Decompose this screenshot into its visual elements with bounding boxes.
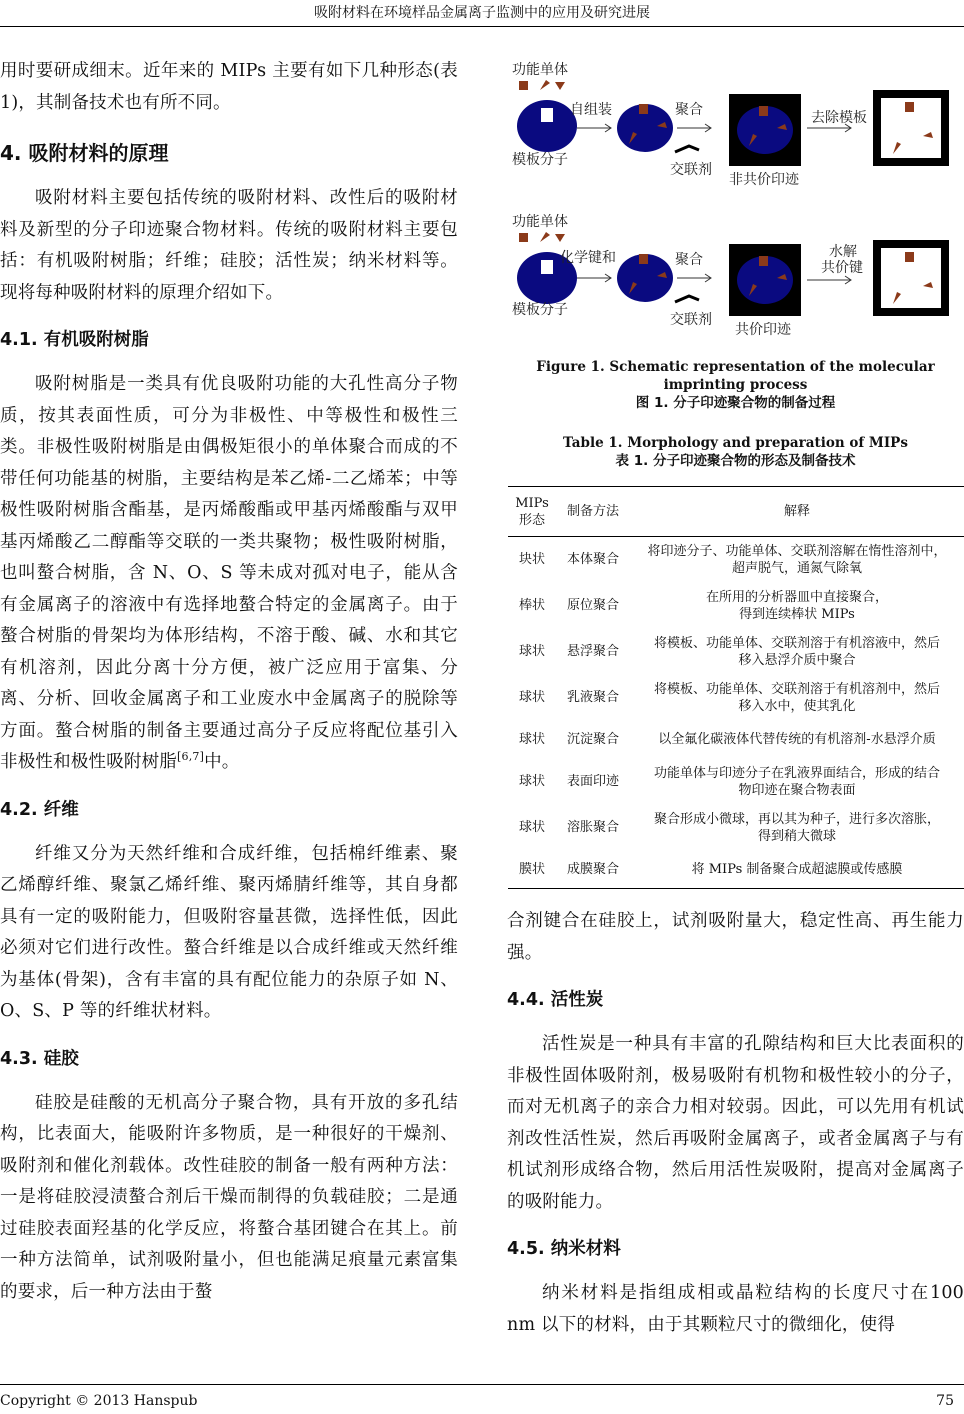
label-self-assembly: 自组装	[570, 102, 612, 118]
label-remove-template: 去除模板	[811, 110, 867, 126]
table-row: 球状 表面印迹 功能单体与印迹分子在乳液界面结合，形成的结合 物印迹在聚合物表面	[518, 765, 940, 798]
section-4-1-paragraph	[0, 369, 458, 779]
label-covalent-bond: 共价键	[821, 260, 863, 276]
left-column	[0, 56, 458, 1308]
label-functional-monomer-bottom: 功能单体	[512, 214, 568, 230]
header-form: MIPs 形态	[515, 495, 549, 528]
section-4-1-text: 吸附树脂是一类具有优良吸附功能的大孔性高分子物质，按其表面性质，可分为非极性、中等极性和极性三类。非极性吸附树脂是由偶极矩很小的单体聚合而成的不带任何功能基的树脂，主要结构是苯乙烯-二乙烯苯；中等极性吸附树脂含酯基，是丙烯酸酯或甲基丙烯酸酯与双甲基丙烯酸乙二醇酯等交联的一类共聚物；极性吸附树脂，也叫螯合树脂，含 N、O、S 等未成对孤对电子，能从含有金属离子的溶液中有选择地螯合特定的金属离子。由于螯合树脂的骨架均为体形结构，不溶于酸、碱、水和其它有机溶剂，因此分离十分方便，被广泛应用于富集、分离、分析、回收金属离子和工业废水中金属离子的脱除等方面。螯合树脂的制备主要通过高分子反应将配位基引入非极性和极性吸附树脂	[0, 374, 458, 772]
arrow-2-top	[677, 124, 711, 132]
header-rule	[0, 26, 964, 27]
right-column-text	[507, 906, 964, 1341]
arrow-1-bottom	[577, 274, 611, 282]
imprinting-diagram	[507, 56, 964, 346]
monomer-icons-top	[519, 80, 565, 90]
section-4-1-heading: 4.1. 有机吸附树脂	[0, 330, 149, 350]
section-4-3-continued: 合剂键合在硅胶上，试剂吸附量大，稳定性高、再生能力强。	[507, 911, 964, 963]
page-number: 75	[936, 1393, 954, 1409]
label-polymerize-bottom: 聚合	[675, 252, 703, 268]
table-caption-en: Table 1. Morphology and preparation of MIPs	[563, 435, 908, 451]
label-hydrolysis: 水解	[829, 244, 857, 260]
table-row: 块状 本体聚合 将印迹分子、功能单体、交联剂溶解在惰性溶剂中， 超声脱气，通氮气除氧	[518, 543, 947, 576]
figure-1	[507, 56, 964, 346]
table-row: 球状 沉淀聚合 以全氟化碳液体代替传统的有机溶剂-水悬浮介质	[518, 732, 936, 747]
section-4-2-paragraph: 纤维又分为天然纤维和合成纤维，包括棉纤维素、聚乙烯醇纤维、聚氯乙烯纤维、聚丙烯腈纤维等，其自身都具有一定的吸附能力，但吸附容量甚微，选择性低，因此必须对它们进行改性。螯合纤维是以合成纤维或天然纤维为基体(骨架)，含有丰富的具有配位能力的杂原子如 N、O、S、P 等的纤维状材料。	[0, 843, 458, 1021]
figure-caption-cn: 图 1. 分子印迹聚合物的制备过程	[635, 395, 836, 411]
label-polymerize-top: 聚合	[675, 102, 703, 118]
label-template-bottom: 模板分子	[512, 302, 568, 318]
intro-paragraph: 用时要研成细末。近年来的 MIPs 主要有如下几种形态(表 1)，其制备技术也有所不同。	[0, 61, 458, 113]
section-4-4-heading: 4.4. 活性炭	[507, 990, 604, 1010]
crosslinker-bottom	[675, 296, 699, 302]
page-header: 吸附材料在环境样品金属离子监测中的应用及研究进展	[314, 5, 650, 21]
table-caption-cn: 表 1. 分子印迹聚合物的形态及制备技术	[615, 453, 856, 469]
template-molecule-top	[517, 100, 577, 152]
mips-table	[508, 486, 964, 889]
header-method: 制备方法	[566, 504, 619, 519]
section-4-paragraph: 吸附材料主要包括传统的吸附材料、改性后的吸附材料及新型的分子印迹聚合物材料。传统的吸附材料主要包括：有机吸附树脂；纤维；硅胶；活性炭；纳米材料等。现将每种吸附材料的原理介绍如下。	[0, 188, 458, 303]
table-row: 球状 乳液聚合 将模板、功能单体、交联剂溶于有机溶剂中，然后 移入水中，使其乳化	[518, 681, 940, 714]
table-row: 球状 溶胀聚合 聚合形成小微球，再以其为种子，进行多次溶胀， 得到稍大微球	[518, 811, 940, 844]
citation-6-7: [6,7]	[177, 750, 205, 764]
label-crosslinker-top: 交联剂	[670, 162, 712, 178]
label-covalent: 共价印迹	[735, 322, 791, 338]
table-header-row	[508, 487, 964, 537]
crosslinker-top	[675, 146, 699, 152]
table-row: 球状 悬浮聚合 将模板、功能单体、交联剂溶于有机溶液中，然后 移入悬浮介质中聚合	[518, 635, 940, 668]
section-4-4-paragraph: 活性炭是一种具有丰富的孔隙结构和巨大比表面积的非极性固体吸附剂，极易吸附有机物和极性较小的分子，而对无机离子的亲合力相对较弱。因此，可以先用有机试剂改性活性炭，然后再吸附金属离子，或者金属离子与有机试剂形成络合物，然后用活性炭吸附，提高对金属离子的吸附能力。	[507, 1034, 964, 1212]
section-4-3-heading: 4.3. 硅胶	[0, 1048, 79, 1069]
copyright: Copyright © 2013 Hanspub	[0, 1393, 198, 1409]
arrow-3-bottom	[807, 276, 851, 284]
label-noncovalent: 非共价印迹	[729, 172, 799, 188]
label-template-top: 模板分子	[512, 152, 568, 168]
label-chem-bond: 化学键和	[560, 250, 616, 266]
header-explain: 解释	[783, 504, 810, 519]
section-4-3-paragraph: 硅胶是硅酸的无机高分子聚合物，具有开放的多孔结构，比表面大，能吸附许多物质，是一种很好的干燥剂、吸附剂和催化剂载体。改性硅胶的制备一般有两种方法：一是将硅胶浸渍螯合剂后干燥而制得的负载硅胶；二是通过硅胶表面羟基的化学反应，将螯合基团键合在其上。前一种方法简单，试剂吸附量小，但也能满足痕量元素富集的要求，后一种方法由于螯	[0, 1092, 458, 1302]
figure-caption-en: Figure 1. Schematic representation of the molecular imprinting process	[536, 359, 935, 393]
arrow-2-bottom	[677, 274, 711, 282]
figure-caption	[507, 358, 964, 412]
table-row: 膜状 成膜聚合 将 MIPs 制备聚合成超滤膜或传感膜	[508, 851, 964, 889]
section-4-2-heading: 4.2. 纤维	[0, 799, 79, 820]
label-crosslinker-bottom: 交联剂	[670, 312, 712, 328]
table-caption	[507, 434, 964, 470]
section-4-5-heading: 4.5. 纳米材料	[507, 1239, 621, 1259]
section-4-1-tail: 中。	[204, 752, 240, 772]
monomer-icons-bottom	[519, 232, 565, 242]
section-4-heading: 4. 吸附材料的原理	[0, 141, 169, 165]
section-4-5-paragraph: 纳米材料是指组成相或晶粒结构的长度尺寸在100 nm 以下的材料，由于其颗粒尺寸的微细化，使得	[507, 1283, 964, 1335]
table-row: 棒状 原位聚合 在所用的分析器皿中直接聚合， 得到连续棒状 MIPs	[518, 589, 888, 622]
footer-rule	[0, 1384, 964, 1385]
arrow-1-top	[577, 124, 611, 132]
label-functional-monomer-top: 功能单体	[512, 62, 568, 78]
